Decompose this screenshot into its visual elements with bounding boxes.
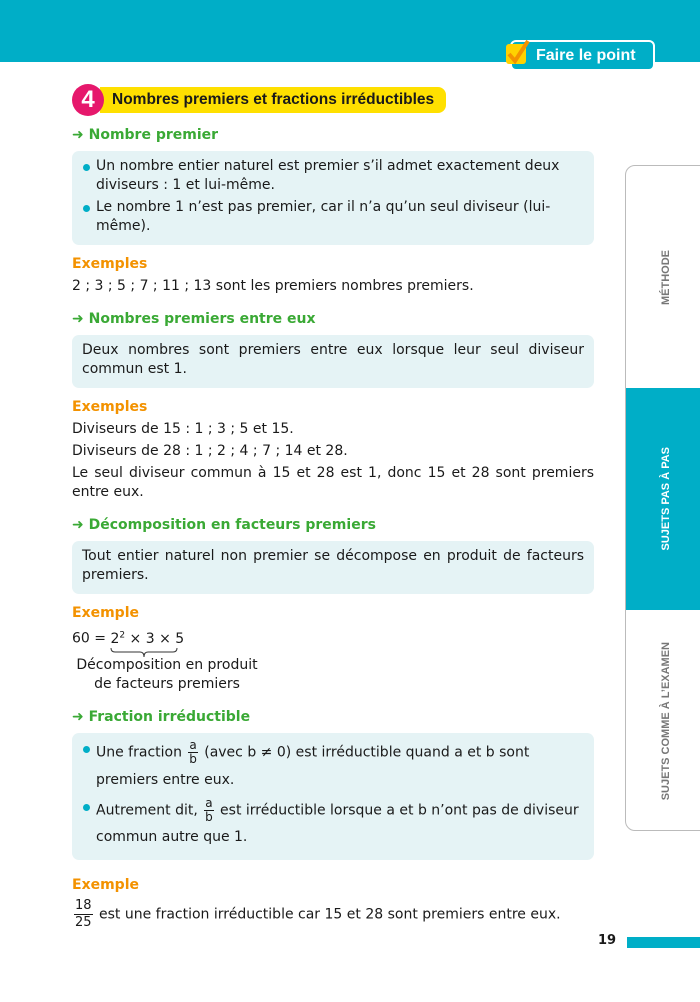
bullet-item: Autrement dit, $\frac{a}{b}$ est irréductible lorsque a et b n’ont pas de diviseur commun autre que 1. — [82, 797, 584, 852]
sidebar-tabs — [625, 165, 700, 831]
tab-methode[interactable]: MÉTHODE — [660, 249, 672, 305]
heading-fraction-irreductible: ➜ Fraction irréductible — [72, 709, 251, 725]
content — [72, 126, 594, 934]
section-heading — [72, 84, 446, 116]
definition-box — [72, 151, 594, 245]
definition-box — [72, 541, 594, 594]
definition-text: Tout entier naturel non premier se décompose en produit de facteurs premiers. — [82, 548, 584, 583]
tab-sujets-pas-a-pas[interactable]: SUJETS PAS À PAS — [626, 388, 700, 610]
bullet-item: Le nombre 1 n’est pas premier, car il n’a qu’un seul diviseur (lui-même). — [82, 198, 584, 236]
page-bar — [627, 937, 700, 948]
section-number: 4 — [72, 84, 104, 116]
fraction-a-b: $\frac{a}{b}$ — [205, 795, 213, 824]
example-text: Diviseurs de 28 : 1 ; 2 ; 4 ; 7 ; 14 et 28. — [72, 443, 348, 459]
definition-box — [72, 733, 594, 860]
heading-premiers-entre-eux: ➜ Nombres premiers entre eux — [72, 311, 316, 327]
bullet-item: Une fraction $\frac{a}{b}$ (avec b ≠ 0) est irréductible quand a et b sont premiers entre eux. — [82, 739, 584, 794]
heading-decomposition: ➜ Décomposition en facteurs premiers — [72, 517, 376, 533]
faire-le-point-badge — [510, 40, 655, 71]
examples-label: Exemples — [72, 399, 148, 415]
brace-note: Décomposition en produit de facteurs premiers — [76, 657, 258, 692]
page-number: 19 — [598, 933, 617, 948]
fraction-a-b: $\frac{a}{b}$ — [189, 738, 197, 766]
example-label: Exemple — [72, 877, 139, 893]
definition-text: Deux nombres sont premiers entre eux lorsque leur seul diviseur commun est 1. — [82, 342, 584, 377]
badge-label: Faire le point — [536, 46, 636, 64]
example-text: Le seul diviseur commun à 15 et 28 est 1, donc 15 et 28 sont premiers entre eux. — [72, 465, 594, 500]
underbrace-icon — [110, 647, 178, 659]
example-text: 2 ; 3 ; 5 ; 7 ; 11 ; 13 sont les premiers nombres premiers. — [72, 278, 474, 294]
example-text: Diviseurs de 15 : 1 ; 3 ; 5 et 15. — [72, 421, 294, 437]
bullet-item: Un nombre entier naturel est premier s’il admet exactement deux diviseurs : 1 et lui-même. — [82, 157, 584, 195]
fraction-18-25: $\frac{18}{25}$ — [75, 898, 92, 930]
example-label: Exemple — [72, 605, 139, 621]
heading-nombre-premier: ➜ Nombre premier — [72, 127, 219, 143]
decomposition-formula: $60 = 2^2 \times 3 \times 5$ — [72, 626, 594, 650]
section-title: Nombres premiers et fractions irréductibles — [100, 87, 446, 113]
definition-box — [72, 335, 594, 388]
tab-sujets-comme-examen[interactable]: SUJETS COMME À L’EXAMEN — [660, 641, 672, 801]
examples-label: Exemples — [72, 256, 148, 272]
example-text: $\frac{18}{25}$ est une fraction irréductible car 15 et 28 sont premiers entre eux. — [75, 898, 561, 930]
checkbox-icon — [506, 44, 526, 64]
